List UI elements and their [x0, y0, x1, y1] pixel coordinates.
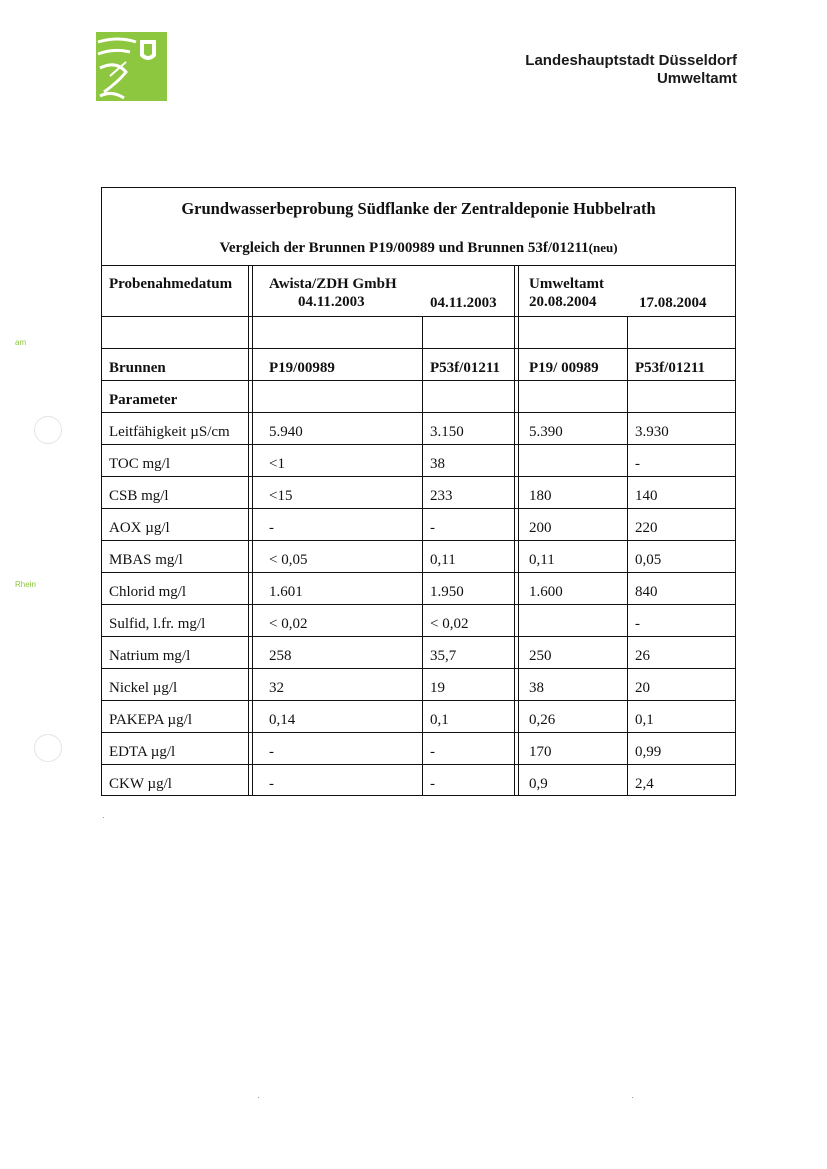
value-cell: 1.950 [430, 584, 464, 600]
scan-speck [103, 817, 104, 818]
grid-line [248, 265, 249, 795]
param-name: Natrium mg/l [109, 648, 191, 664]
parameter-label: Parameter [109, 392, 178, 408]
grid-line [627, 316, 628, 795]
param-name: Chlorid mg/l [109, 584, 187, 600]
grid-line [102, 572, 735, 573]
org-name: Landeshauptstadt Düsseldorf [525, 52, 737, 69]
grid-line [102, 316, 735, 317]
well-1: P19/00989 [269, 360, 335, 376]
value-cell: - [430, 744, 435, 760]
value-cell: 38 [430, 456, 445, 472]
value-cell: 250 [529, 648, 552, 664]
value-cell: 0,1 [635, 712, 654, 728]
grid-line [102, 508, 735, 509]
value-cell: <15 [269, 488, 293, 504]
param-name: Leitfähigkeit µS/cm [109, 424, 230, 440]
punch-hole-top [34, 416, 62, 444]
group2-date1: 20.08.2004 [529, 294, 597, 310]
value-cell: <1 [269, 456, 285, 472]
wells-label: Brunnen [109, 360, 166, 376]
value-cell: 2,4 [635, 776, 654, 792]
grid-line [102, 265, 735, 266]
well-2: P53f/01211 [430, 360, 500, 376]
grid-line [102, 444, 735, 445]
param-name: EDTA µg/l [109, 744, 176, 760]
value-cell: 5.390 [529, 424, 563, 440]
table-subtitle-suffix: (neu) [588, 240, 618, 255]
value-cell: - [430, 520, 435, 536]
value-cell: 0,1 [430, 712, 449, 728]
grid-line [102, 604, 735, 605]
value-cell: 180 [529, 488, 552, 504]
grid-line [514, 265, 515, 795]
well-3: P19/ 00989 [529, 360, 599, 376]
value-cell: 233 [430, 488, 453, 504]
data-table [101, 187, 736, 796]
grid-line [102, 668, 735, 669]
param-name: MBAS mg/l [109, 552, 183, 568]
grid-line [252, 265, 253, 795]
grid-line [422, 316, 423, 795]
grid-line [102, 348, 735, 349]
grid-line [102, 700, 735, 701]
value-cell: 200 [529, 520, 552, 536]
group1-date1: 04.11.2003 [298, 294, 365, 310]
city-logo-emblem [96, 32, 167, 101]
value-cell: 3.150 [430, 424, 464, 440]
value-cell: < 0,05 [269, 552, 308, 568]
value-cell: 0,26 [529, 712, 556, 728]
grid-line [102, 764, 735, 765]
table-subtitle-main: Vergleich der Brunnen P19/00989 und Brunnen 53f/01211 [219, 240, 589, 256]
value-cell: 32 [269, 680, 284, 696]
well-4: P53f/01211 [635, 360, 705, 376]
value-cell: < 0,02 [269, 616, 308, 632]
value-cell: 1.600 [529, 584, 563, 600]
punch-hole-bottom [34, 734, 62, 762]
param-name: CSB mg/l [109, 488, 169, 504]
param-name: AOX µg/l [109, 520, 170, 536]
grid-line [102, 412, 735, 413]
value-cell: 1.601 [269, 584, 303, 600]
margin-note-bottom: Rhein [15, 580, 36, 589]
scan-speck [632, 1097, 633, 1098]
department-name: Umweltamt [656, 70, 737, 87]
value-cell: 38 [529, 680, 544, 696]
table-title: Grundwasserbeprobung Südflanke der Zentraldeponie Hubbelrath [181, 199, 656, 218]
value-cell: 0,14 [269, 712, 296, 728]
value-cell: 35,7 [430, 648, 457, 664]
param-name: CKW µg/l [109, 776, 172, 792]
value-cell: 0,05 [635, 552, 662, 568]
value-cell: 20 [635, 680, 650, 696]
value-cell: 0,9 [529, 776, 548, 792]
param-name: TOC mg/l [109, 456, 170, 472]
grid-line [102, 380, 735, 381]
table-subtitle [102, 240, 735, 257]
organization-header [525, 52, 737, 88]
margin-note-top: am [15, 338, 27, 347]
value-cell: 19 [430, 680, 445, 696]
group1-org: Awista/ZDH GmbH [269, 276, 397, 292]
value-cell: 170 [529, 744, 552, 760]
city-logo [96, 32, 167, 101]
value-cell: 5.940 [269, 424, 303, 440]
param-name: PAKEPA µg/l [109, 712, 192, 728]
value-cell: 258 [269, 648, 292, 664]
scan-speck [258, 1097, 259, 1098]
grid-line [518, 265, 519, 795]
grid-line [102, 732, 735, 733]
value-cell: - [635, 616, 640, 632]
value-cell: - [269, 744, 274, 760]
value-cell: - [269, 776, 274, 792]
value-cell: 140 [635, 488, 658, 504]
value-cell: 220 [635, 520, 658, 536]
value-cell: 0,11 [430, 552, 456, 568]
date-label: Probenahmedatum [109, 276, 233, 292]
value-cell: - [635, 456, 640, 472]
value-cell: - [430, 776, 435, 792]
param-name: Nickel µg/l [109, 680, 178, 696]
grid-line [102, 540, 735, 541]
param-name: Sulfid, l.fr. mg/l [109, 616, 206, 632]
value-cell: 0,11 [529, 552, 555, 568]
value-cell: 26 [635, 648, 650, 664]
value-cell: - [269, 520, 274, 536]
grid-line [102, 636, 735, 637]
grid-line [102, 476, 735, 477]
group2-org: Umweltamt [529, 276, 604, 292]
value-cell: 0,99 [635, 744, 662, 760]
group2-date2: 17.08.2004 [639, 295, 707, 311]
value-cell: < 0,02 [430, 616, 469, 632]
value-cell: 3.930 [635, 424, 669, 440]
value-cell: 840 [635, 584, 658, 600]
group1-date2: 04.11.2003 [430, 295, 497, 311]
